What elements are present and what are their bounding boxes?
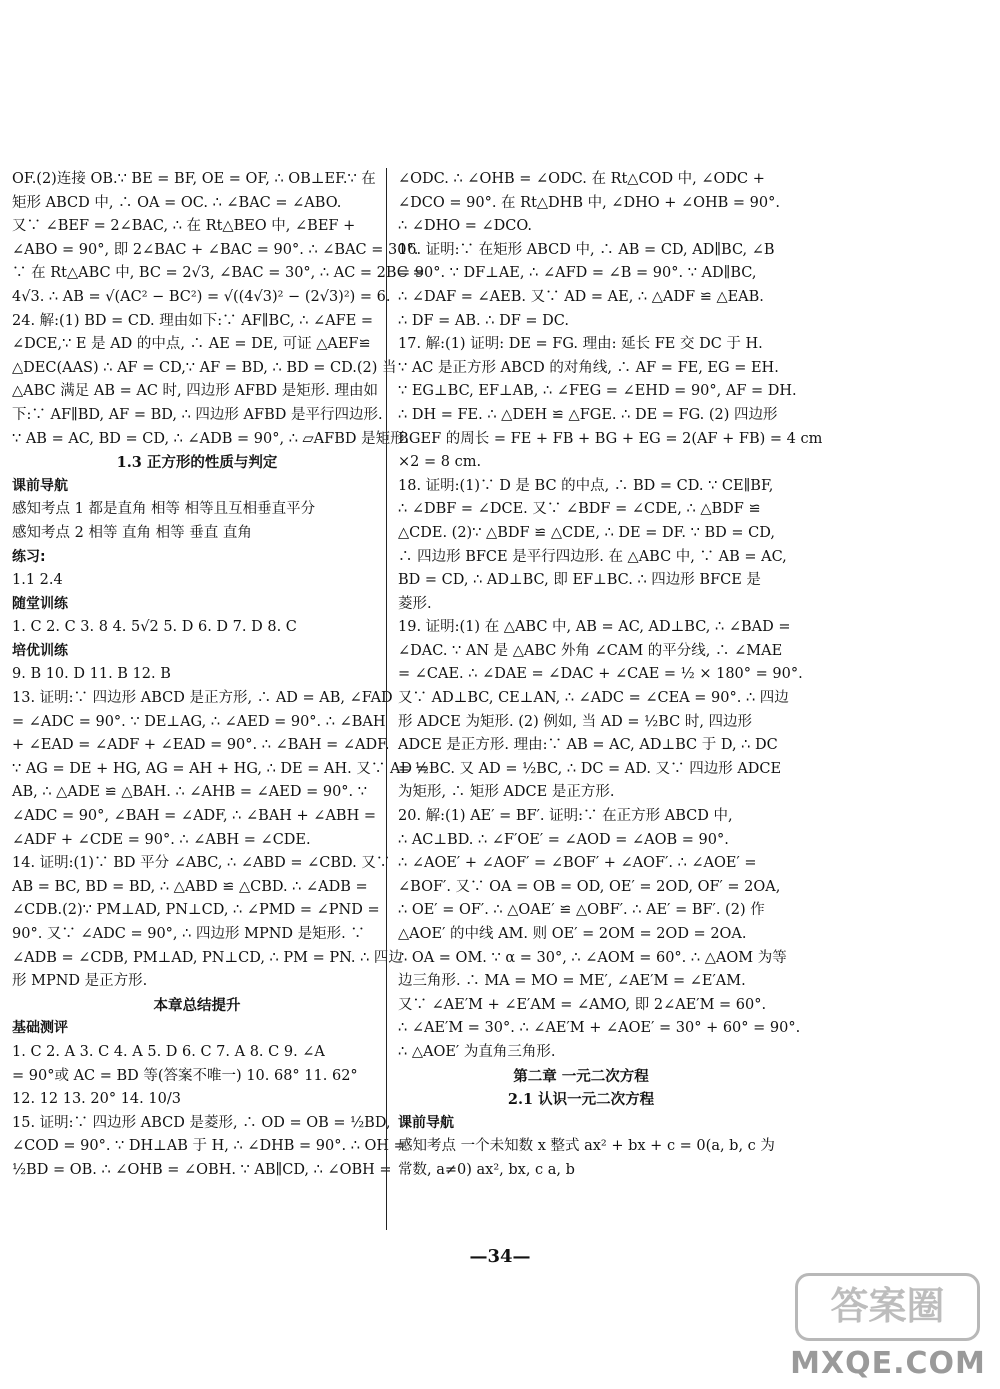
right-column-line: ∠DAC. ∵ AN 是 △ABC 外角 ∠CAM 的平分线, ∴ ∠MAE bbox=[398, 642, 783, 659]
left-column-line: = 90°或 AC = BD 等(答案不唯一) 10. 68° 11. 62° bbox=[12, 1067, 358, 1084]
left-column-line: = ∠ADC = 90°. ∵ DE⊥AG, ∴ ∠AED = 90°. ∴ ∠BAH bbox=[12, 713, 386, 730]
right-column-line: ∴ AC⊥BD. ∴ ∠F′OE′ = ∠AOD = ∠AOB = 90°. bbox=[398, 831, 729, 848]
left-column-line: ½BD = OB. ∴ ∠OHB = ∠OBH. ∵ AB∥CD, ∴ ∠OBH = bbox=[12, 1161, 392, 1178]
right-column-line: 16. 证明:∵ 在矩形 ABCD 中, ∴ AB = CD, AD∥BC, ∠B bbox=[398, 241, 775, 258]
right-column-line: ∵ EG⊥BC, EF⊥AB, ∴ ∠FEG = ∠EHD = 90°, AF = DH. bbox=[398, 383, 797, 400]
left-column bbox=[12, 168, 429, 1183]
left-column-line: + ∠EAD = ∠ADF + ∠EAD = 90°. ∴ ∠BAH = ∠ADF. bbox=[12, 737, 390, 754]
left-column-line: ∠COD = 90°. ∵ DH⊥AB 于 H, ∴ ∠DHB = 90°. ∴ OH = bbox=[12, 1138, 406, 1155]
left-column-line: 15. 证明:∵ 四边形 ABCD 是菱形, ∴ OD = OB = ½BD, bbox=[12, 1114, 391, 1131]
left-column-line: ∵ 在 Rt△ABC 中, BC = 2√3, ∠BAC = 30°, ∴ AC = 2BC = bbox=[12, 265, 425, 282]
right-column-line: ∴ △AOE′ 为直角三角形. bbox=[398, 1043, 556, 1060]
right-column-line: = ∠CAE. ∴ ∠DAE = ∠DAC + ∠CAE = ½ × 180° = 90°. bbox=[398, 666, 803, 683]
left-column-line: 9. B 10. D 11. B 12. B bbox=[12, 666, 171, 683]
left-column-line: 感知考点 2 相等 直角 相等 垂直 直角 bbox=[12, 524, 252, 541]
right-column-line: 19. 证明:(1) 在 △ABC 中, AB = AC, AD⊥BC, ∴ ∠BAD = bbox=[398, 619, 791, 636]
right-column-line: △AOE′ 的中线 AM. 则 OE′ = 2OM = 2OD = 2OA. bbox=[398, 926, 747, 942]
watermark-site: MXQE.COM bbox=[790, 1346, 986, 1381]
right-column-line: 17. 解:(1) 证明: DE = FG. 理由: 延长 FE 交 DC 于 H. bbox=[398, 336, 763, 353]
left-column-line: OF.(2)连接 OB.∵ BE = BF, OE = OF, ∴ OB⊥EF.∵ 在 bbox=[12, 171, 376, 187]
left-column-line: ∠ABO = 90°, 即 2∠BAC + ∠BAC = 90°. ∴ ∠BAC = 30°. bbox=[12, 241, 419, 258]
right-column-line: ∴ OE′ = OF′. ∴ △OAE′ ≌ △OBF′. ∴ AE′ = BF′. (2) 作 bbox=[398, 902, 765, 919]
left-column-line: 1. C 2. A 3. C 4. A 5. D 6. C 7. A 8. C 9. ∠A bbox=[12, 1043, 325, 1060]
right-column-line: BGEF 的周长 = FE + FB + BG + EG = 2(AF + FB) = 4 cm bbox=[398, 430, 823, 447]
right-column-line: 18. 证明:(1)∵ D 是 BC 的中点, ∴ BD = CD. ∵ CE∥BF, bbox=[398, 477, 774, 494]
left-column-line: 1.3 正方形的性质与判定 bbox=[116, 454, 278, 472]
left-column-line: 矩形 ABCD 中, ∴ OA = OC. ∴ ∠BAC = ∠ABO. bbox=[12, 194, 342, 211]
left-column-line: ∵ AB = AC, BD = CD, ∴ ∠ADB = 90°, ∴ ▱AFBD 是矩形. bbox=[12, 430, 410, 447]
right-column-line: 形 ADCE 为矩形. (2) 例如, 当 AD = ½BC 时, 四边形 bbox=[398, 713, 753, 730]
right-column-line: ∴ ∠DAF = ∠AEB. 又∵ AD = AE, ∴ △ADF ≌ △EAB. bbox=[398, 288, 764, 305]
right-column-line: ×2 = 8 cm. bbox=[398, 454, 482, 471]
left-column-line: AB, ∴ △ADE ≌ △BAH. ∴ ∠AHB = ∠AED = 90°. ∵ bbox=[12, 784, 367, 801]
watermark-logo: 答案圈 bbox=[795, 1273, 980, 1341]
right-column-line: ∴ OA = OM. ∵ α = 30°, ∴ ∠AOM = 60°. ∴ △AOM 为等 bbox=[398, 949, 787, 966]
right-column-line: ∴ ∠AE′M = 30°. ∴ ∠AE′M + ∠AOE′ = 30° + 60° = 90°. bbox=[398, 1020, 801, 1037]
left-column-line: △ABC 满足 AB = AC 时, 四边形 AFBD 是矩形. 理由如 bbox=[12, 383, 378, 400]
right-column-line: 又∵ ∠AE′M + ∠E′AM = ∠AMO, 即 2∠AE′M = 60°. bbox=[398, 996, 767, 1013]
right-column-line: 2.1 认识一元二次方程 bbox=[507, 1091, 655, 1109]
left-column-line: 1. C 2. C 3. 8 4. 5√2 5. D 6. D 7. D 8. C bbox=[12, 619, 297, 636]
right-column-line: ∴ 四边形 BFCE 是平行四边形. 在 △ABC 中, ∵ AB = AC, bbox=[398, 548, 787, 565]
right-column-line: ∴ ∠DBF = ∠DCE. 又∵ ∠BDF = ∠CDE, ∴ △BDF ≌ bbox=[398, 501, 761, 518]
left-column-line: ∵ AG = DE + HG, AG = AH + HG, ∴ DE = AH. 又∵ AD = bbox=[12, 760, 429, 777]
right-column-line: 边三角形. ∴ MA = MO = ME′, ∠AE′M = ∠E′AM. bbox=[398, 973, 746, 990]
right-column-line: 20. 解:(1) AE′ = BF′. 证明:∵ 在正方形 ABCD 中, bbox=[398, 808, 733, 825]
left-column-line: △DEC(AAS) ∴ AF = CD,∵ AF = BD, ∴ BD = CD.(2) 当 bbox=[12, 359, 397, 376]
left-column-line: ∠ADF + ∠CDE = 90°. ∴ ∠ABH = ∠CDE. bbox=[12, 831, 311, 848]
left-column-line: 下:∵ AF∥BD, AF = BD, ∴ 四边形 AFBD 是平行四边形. bbox=[12, 406, 383, 423]
right-column-line: 又∵ AD⊥BC, CE⊥AN, ∴ ∠ADC = ∠CEA = 90°. ∴ 四边 bbox=[398, 690, 789, 707]
right-column-line: ∵ AC 是正方形 ABCD 的对角线, ∴ AF = FE, EG = EH. bbox=[398, 359, 779, 376]
right-column-line: ∠BOF′. 又∵ OA = OB = OD, OE′ = 2OD, OF′ = 2OA, bbox=[398, 878, 781, 895]
right-column-line: 常数, a≠0) ax², bx, c a, b bbox=[398, 1161, 575, 1178]
right-column-line: ∴ DH = FE. ∴ △DEH ≌ △FGE. ∴ DE = FG. (2) 四边形 bbox=[398, 406, 778, 423]
right-column-line: = ½BC. 又 AD = ½BC, ∴ DC = AD. 又∵ 四边形 ADCE bbox=[398, 760, 782, 777]
right-column bbox=[398, 168, 823, 1183]
right-column-line: = 90°. ∵ DF⊥AE, ∴ ∠AFD = ∠B = 90°. ∵ AD∥BC, bbox=[398, 265, 757, 282]
left-column-line: ∠CDB.(2)∵ PM⊥AD, PN⊥CD, ∴ ∠PMD = ∠PND = bbox=[12, 902, 380, 919]
left-column-line: 90°. 又∵ ∠ADC = 90°, ∴ 四边形 MPND 是矩形. ∵ bbox=[12, 926, 365, 942]
right-column-line: ∴ DF = AB. ∴ DF = DC. bbox=[398, 312, 569, 329]
right-column-line: ∴ ∠DHO = ∠DCO. bbox=[398, 218, 533, 235]
left-column-line: 练习: bbox=[12, 548, 46, 565]
left-column-line: 随堂训练 bbox=[12, 595, 68, 612]
left-column-line: AB = BC, BD = BD, ∴ △ABD ≌ △CBD. ∴ ∠ADB = bbox=[12, 878, 368, 895]
left-column-line: 课前导航 bbox=[12, 477, 68, 494]
left-column-line: 1.1 2.4 bbox=[12, 572, 63, 589]
left-column-line: 14. 证明:(1)∵ BD 平分 ∠ABC, ∴ ∠ABD = ∠CBD. 又∵ bbox=[12, 855, 391, 872]
left-column-line: 13. 证明:∵ 四边形 ABCD 是正方形, ∴ AD = AB, ∠FAD bbox=[12, 690, 393, 707]
column-divider bbox=[386, 168, 387, 1230]
left-column-line: ∠DCE,∵ E 是 AD 的中点, ∴ AE = DE, 可证 △AEF≌ bbox=[12, 336, 371, 353]
right-column-line: BD = CD, ∴ AD⊥BC, 即 EF⊥BC. ∴ 四边形 BFCE 是 bbox=[398, 572, 761, 589]
page-number: —34— bbox=[469, 1246, 531, 1267]
left-column-line: 基础测评 bbox=[12, 1020, 68, 1037]
left-column-line: 又∵ ∠BEF = 2∠BAC, ∴ 在 Rt△BEO 中, ∠BEF + bbox=[12, 218, 356, 235]
right-column-line: △CDE. (2)∵ △BDF ≌ △CDE, ∴ DE = DF. ∵ BD = CD, bbox=[398, 524, 775, 541]
right-column-line: ADCE 是正方形. 理由:∵ AB = AC, AD⊥BC 于 D, ∴ DC bbox=[398, 737, 778, 754]
left-column-line: 感知考点 1 都是直角 相等 相等且互相垂直平分 bbox=[12, 501, 316, 518]
right-column-line: 菱形. bbox=[398, 595, 432, 612]
right-column-line: ∠DCO = 90°. 在 Rt△DHB 中, ∠DHO + ∠OHB = 90°. bbox=[398, 194, 780, 211]
left-column-line: 培优训练 bbox=[12, 642, 68, 659]
left-column-line: 12. 12 13. 20° 14. 10/3 bbox=[12, 1091, 181, 1108]
right-column-line: 第二章 一元二次方程 bbox=[513, 1067, 649, 1085]
left-column-line: ∠ADC = 90°, ∠BAH = ∠ADF, ∴ ∠BAH + ∠ABH = bbox=[12, 808, 376, 825]
right-column-line: ∴ ∠AOE′ + ∠AOF′ = ∠BOF′ + ∠AOF′. ∴ ∠AOE′ = bbox=[398, 855, 757, 872]
right-column-line: 为矩形, ∴ 矩形 ADCE 是正方形. bbox=[398, 784, 615, 801]
right-column-line: 课前导航 bbox=[398, 1114, 454, 1131]
left-column-line: 24. 解:(1) BD = CD. 理由如下:∵ AF∥BC, ∴ ∠AFE = bbox=[12, 312, 374, 329]
left-column-line: 形 MPND 是正方形. bbox=[12, 973, 148, 990]
right-column-line: 感知考点 一个未知数 x 整式 ax² + bx + c = 0(a, b, c 为 bbox=[398, 1138, 775, 1155]
left-column-line: 本章总结提升 bbox=[153, 996, 241, 1014]
left-column-line: 4√3. ∴ AB = √(AC² − BC²) = √((4√3)² − (2√3)²) = 6. bbox=[12, 288, 391, 305]
left-column-line: ∠ADB = ∠CDB, PM⊥AD, PN⊥CD, ∴ PM = PN. ∴ 四边 bbox=[12, 949, 403, 966]
right-column-line: ∠ODC. ∴ ∠OHB = ∠ODC. 在 Rt△COD 中, ∠ODC + bbox=[398, 171, 765, 187]
